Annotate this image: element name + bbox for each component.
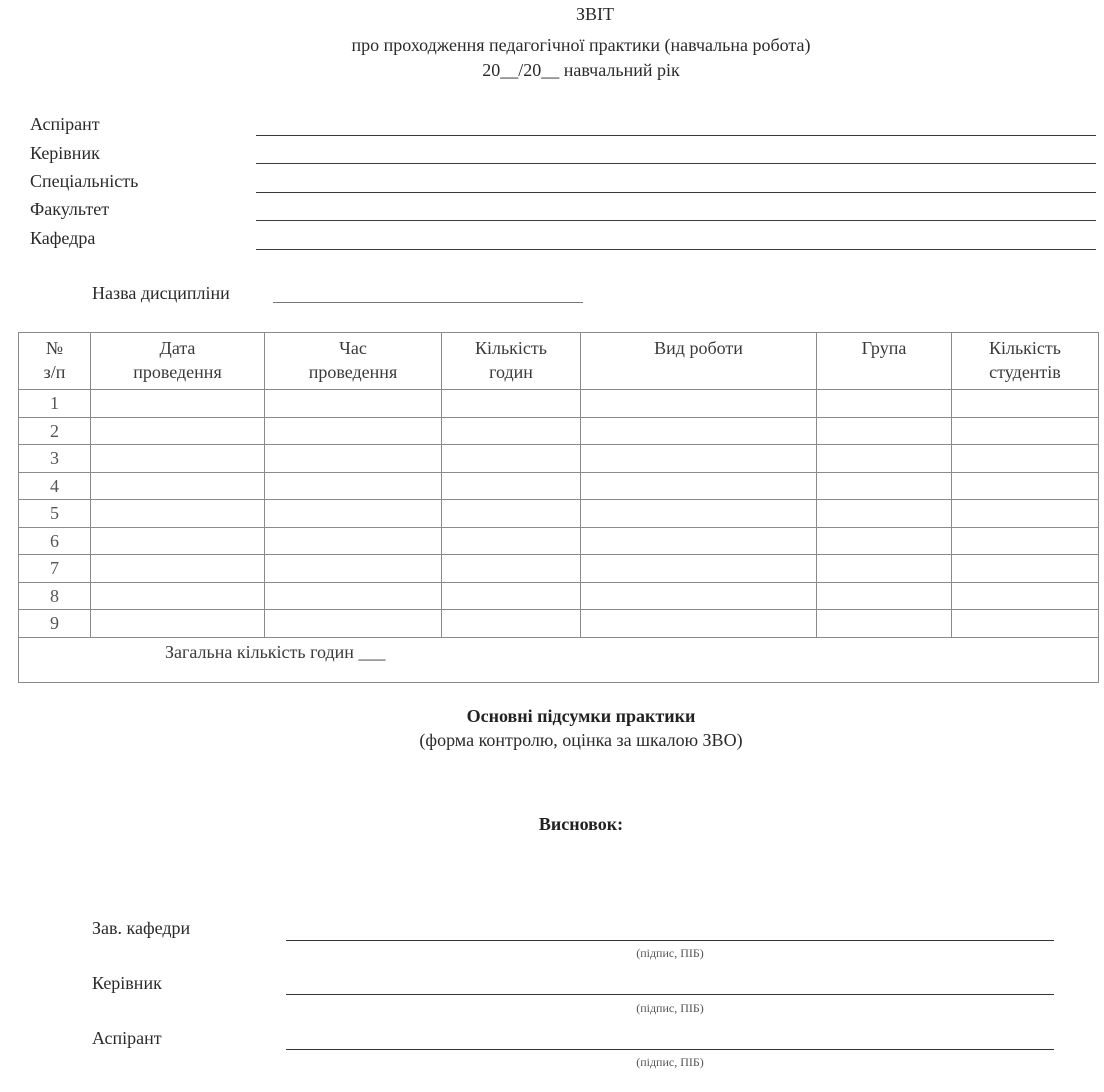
work-type-cell[interactable]: [581, 445, 817, 473]
hours-cell[interactable]: [442, 500, 581, 528]
header-text-line: Група: [861, 338, 907, 358]
table-row: [19, 527, 1099, 555]
time-cell[interactable]: [265, 390, 442, 418]
header-hours: [442, 333, 581, 390]
header-text-line: [817, 360, 951, 384]
report-subtitle: про проходження педагогічної практики (навчальна робота): [351, 35, 811, 55]
group-cell[interactable]: [817, 417, 952, 445]
total-row: [19, 637, 1099, 682]
students-cell[interactable]: [952, 445, 1099, 473]
students-cell[interactable]: [952, 527, 1099, 555]
group-cell[interactable]: [817, 390, 952, 418]
date-cell[interactable]: [91, 582, 265, 610]
hours-cell[interactable]: [442, 527, 581, 555]
students-cell[interactable]: [952, 610, 1099, 638]
faculty-input-line[interactable]: [256, 220, 1096, 221]
hours-cell[interactable]: [442, 610, 581, 638]
table-row: [19, 445, 1099, 473]
signature-line[interactable]: [286, 994, 1054, 995]
hours-cell[interactable]: [442, 472, 581, 500]
table-row: [19, 610, 1099, 638]
row-number: 8: [19, 582, 91, 610]
conclusion-title: Висновок:: [538, 814, 624, 834]
header-text-line: проведення: [308, 362, 398, 382]
row-number: 9: [19, 610, 91, 638]
specialty-input-line[interactable]: [256, 192, 1096, 193]
time-cell[interactable]: [265, 582, 442, 610]
students-cell[interactable]: [952, 500, 1099, 528]
time-cell[interactable]: [265, 500, 442, 528]
header-text-line: №: [45, 338, 64, 358]
work-type-cell[interactable]: [581, 390, 817, 418]
time-cell[interactable]: [265, 527, 442, 555]
students-cell[interactable]: [952, 472, 1099, 500]
signature-label: Аспірант: [92, 1028, 162, 1048]
time-cell[interactable]: [265, 445, 442, 473]
date-cell[interactable]: [91, 610, 265, 638]
field-label: Факультет: [30, 199, 110, 219]
group-cell[interactable]: [817, 472, 952, 500]
row-number: 6: [19, 527, 91, 555]
total-hours-label: Загальна кількість годин ___: [19, 637, 1099, 682]
date-cell[interactable]: [91, 527, 265, 555]
header-text-line: з/п: [43, 362, 66, 382]
signature-caption: (підпис, ПІБ): [636, 946, 704, 960]
hours-cell[interactable]: [442, 582, 581, 610]
students-cell[interactable]: [952, 555, 1099, 583]
date-cell[interactable]: [91, 500, 265, 528]
work-type-cell[interactable]: [581, 500, 817, 528]
header-number: [19, 333, 91, 390]
group-cell[interactable]: [817, 582, 952, 610]
field-label: Спеціальність: [30, 171, 139, 191]
hours-cell[interactable]: [442, 417, 581, 445]
date-cell[interactable]: [91, 417, 265, 445]
academic-year: 20__/20__ навчальний рік: [482, 60, 680, 80]
group-cell[interactable]: [817, 555, 952, 583]
table-row: [19, 500, 1099, 528]
time-cell[interactable]: [265, 610, 442, 638]
table-row: [19, 472, 1099, 500]
signature-caption: (підпис, ПІБ): [636, 1001, 704, 1015]
group-cell[interactable]: [817, 610, 952, 638]
signature-label: Керівник: [92, 973, 162, 993]
work-type-cell[interactable]: [581, 555, 817, 583]
header-time: [265, 333, 442, 390]
date-cell[interactable]: [91, 445, 265, 473]
work-type-cell[interactable]: [581, 472, 817, 500]
work-type-cell[interactable]: [581, 527, 817, 555]
signature-line[interactable]: [286, 1049, 1054, 1050]
time-cell[interactable]: [265, 555, 442, 583]
header-text-line: проведення: [133, 362, 222, 382]
header-text-line: [581, 360, 816, 384]
row-number: 5: [19, 500, 91, 528]
students-cell[interactable]: [952, 417, 1099, 445]
row-number: 3: [19, 445, 91, 473]
signature-caption: (підпис, ПІБ): [636, 1055, 704, 1069]
header-group: [817, 333, 952, 390]
table-row: [19, 417, 1099, 445]
date-cell[interactable]: [91, 472, 265, 500]
header-text-line: Вид роботи: [654, 338, 743, 358]
header-text-line: годин: [489, 362, 533, 382]
report-title: ЗВІТ: [575, 4, 614, 24]
table-row: [19, 555, 1099, 583]
work-type-cell[interactable]: [581, 582, 817, 610]
signature-line[interactable]: [286, 940, 1054, 941]
summary-subtitle: (форма контролю, оцінка за шкалою ЗВО): [419, 730, 743, 750]
discipline-input-line[interactable]: [273, 302, 583, 303]
header-text-line: Дата: [159, 338, 196, 358]
row-number: 4: [19, 472, 91, 500]
date-cell[interactable]: [91, 390, 265, 418]
department-input-line[interactable]: [256, 249, 1096, 250]
hours-cell[interactable]: [442, 555, 581, 583]
work-type-cell[interactable]: [581, 417, 817, 445]
hours-cell[interactable]: [442, 445, 581, 473]
hours-cell[interactable]: [442, 390, 581, 418]
students-cell[interactable]: [952, 390, 1099, 418]
header-text-line: Кількість: [988, 338, 1061, 358]
row-number: 2: [19, 417, 91, 445]
field-label: Керівник: [30, 143, 100, 163]
field-label: Кафедра: [30, 228, 96, 248]
group-cell[interactable]: [817, 527, 952, 555]
table-row: [19, 390, 1099, 418]
header-date: [91, 333, 265, 390]
row-number: 7: [19, 555, 91, 583]
table-row: [19, 582, 1099, 610]
time-cell[interactable]: [265, 472, 442, 500]
group-cell[interactable]: [817, 445, 952, 473]
discipline-label: Назва дисципліни: [92, 283, 230, 303]
time-cell[interactable]: [265, 417, 442, 445]
summary-title: Основні підсумки практики: [466, 706, 696, 726]
work-type-cell[interactable]: [581, 610, 817, 638]
supervisor-input-line[interactable]: [256, 163, 1096, 164]
field-label: Аспірант: [30, 114, 100, 134]
header-text-line: студентів: [989, 362, 1061, 382]
table-header-row: [19, 333, 1099, 390]
signature-label: Зав. кафедри: [92, 918, 191, 938]
students-cell[interactable]: [952, 582, 1099, 610]
header-students: [952, 333, 1099, 390]
header-text-line: Кількість: [474, 338, 547, 358]
header-work-type: [581, 333, 817, 390]
row-number: 1: [19, 390, 91, 418]
header-text-line: Час: [339, 338, 367, 358]
practice-table: [18, 332, 1099, 683]
group-cell[interactable]: [817, 500, 952, 528]
date-cell[interactable]: [91, 555, 265, 583]
graduate-student-input-line[interactable]: [256, 135, 1096, 136]
